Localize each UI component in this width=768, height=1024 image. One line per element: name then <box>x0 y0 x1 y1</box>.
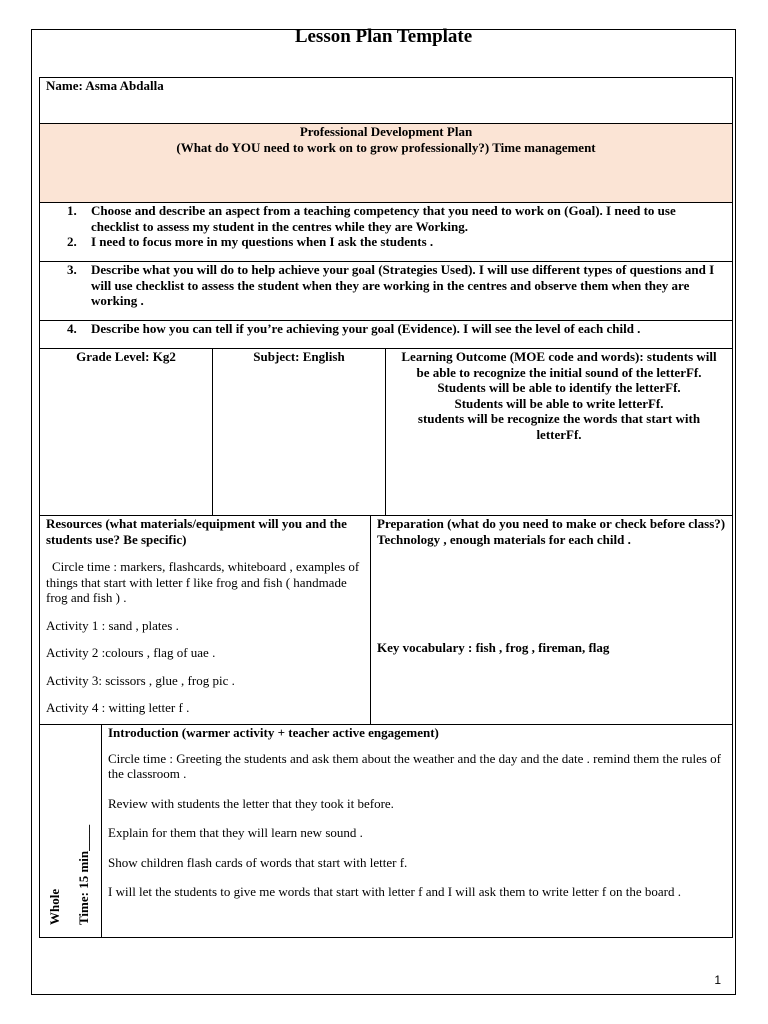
pd-plan-heading: Professional Development Plan <box>299 124 473 139</box>
list-number: 1. <box>67 203 77 218</box>
key-vocabulary: Key vocabulary : fish , frog , fireman, flag <box>377 640 610 655</box>
strategy-item <box>46 262 726 309</box>
resources-heading: Resources (what materials/equipment will you and the students use? Be specific) <box>46 516 347 547</box>
goal-text: Choose and describe an aspect from a teaching competency that you need to work on (Goal). I need to use checklist to assess my student in the centres while they are Working. <box>91 203 676 234</box>
intro-paragraph-2: Review with students the letter that they took it before. <box>108 795 394 811</box>
list-number: 3. <box>67 262 77 277</box>
introduction-cell <box>101 724 733 938</box>
pd-plan-question: (What do YOU need to work on to grow professionally?) Time management <box>176 139 596 155</box>
grade-level-text: Grade Level: Kg2 <box>76 349 176 364</box>
resources-activity-2: Activity 2 :colours , flag of uae . <box>46 645 216 660</box>
outcome-line-1: Learning Outcome (MOE code and words): students will be able to recognize the initial sound of the letterFf. <box>401 349 717 380</box>
outcome-line-3: Students will be able to write letterFf. <box>454 395 664 411</box>
page-title: Lesson Plan Template <box>294 26 473 47</box>
strategy-section <box>39 261 733 321</box>
evidence-section <box>39 320 733 349</box>
whole-time-cell <box>39 724 102 938</box>
learning-outcome-cell <box>385 348 733 516</box>
intro-paragraph-1: Circle time : Greeting the students and ask them about the weather and the day and the date . remind them the rules of the classroom . <box>108 750 721 781</box>
resources-circle-time: Circle time : markers, flashcards, whiteboard , examples of things that start with letter f like frog and fish ( handmade frog and fish ) . <box>46 559 360 605</box>
time-label: Time: 15 min____ <box>76 824 91 925</box>
introduction-heading: Introduction (warmer activity + teacher active engagement) <box>108 725 439 740</box>
list-number: 4. <box>67 321 77 336</box>
resources-cell <box>39 515 371 725</box>
intro-paragraph-4: Show children flash cards of words that start with letter f. <box>108 854 408 870</box>
resources-activity-3: Activity 3: scissors , glue , frog pic . <box>46 672 235 688</box>
goal-item-2 <box>46 234 726 250</box>
grade-level-cell <box>39 348 213 516</box>
intro-paragraph-3: Explain for them that they will learn new sound . <box>108 825 363 840</box>
list-number: 2. <box>67 234 77 249</box>
subject-text: Subject: English <box>253 349 345 364</box>
outcome-line-2: Students will be able to identify the letterFf. <box>437 380 681 395</box>
preparation-cell <box>370 515 733 725</box>
resources-activity-4: Activity 4 : witting letter f . <box>46 700 190 715</box>
goal-section <box>39 202 733 262</box>
pd-plan-section <box>39 123 733 203</box>
name-text: Name: Asma Abdalla <box>46 78 164 93</box>
whole-label: Whole <box>47 888 62 925</box>
goal-text: I need to focus more in my questions when I ask the students . <box>91 234 434 249</box>
preparation-heading: Preparation (what do you need to make or check before class?) Technology , enough materials for each child . <box>377 516 726 547</box>
page-border <box>31 26 736 995</box>
outcome-line-4: students will be recognize the words that start with letterFf. <box>417 411 701 442</box>
intro-paragraph-5: I will let the students to give me words that start with letter f and I will ask them to write letter f on the board . <box>108 884 681 899</box>
name-row <box>39 77 733 124</box>
resources-activity-1: Activity 1 : sand , plates . <box>46 617 179 633</box>
page-number: 1 <box>714 973 721 987</box>
evidence-text: Describe how you can tell if you’re achieving your goal (Evidence). I will see the level of each child . <box>91 321 641 336</box>
goal-item-1 <box>46 203 726 234</box>
evidence-item <box>46 321 726 337</box>
strategy-text: Describe what you will do to help achieve your goal (Strategies Used). I will use different types of questions and I will use checklist to assess the student when they are working in the centres and observe them when they are working . <box>91 262 715 308</box>
subject-cell <box>212 348 386 516</box>
